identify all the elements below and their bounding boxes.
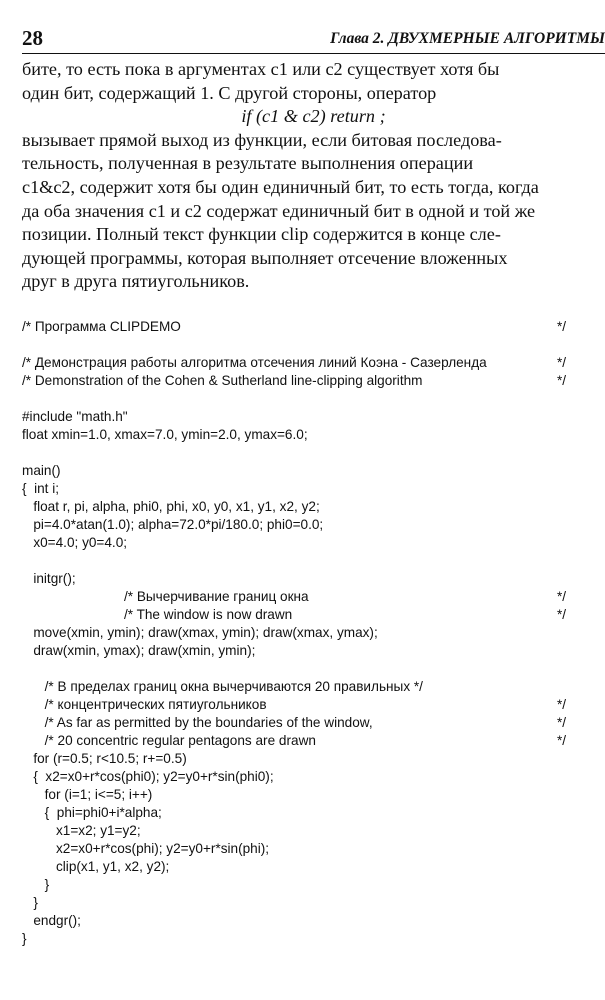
code-line: }	[22, 931, 27, 946]
code-line: draw(xmin, ymax); draw(xmin, ymin);	[22, 643, 256, 658]
code-line: /* 20 concentric regular pentagons are drawn	[22, 733, 316, 748]
text-line: да оба значения c1 и c2 содержат единичный бит в одной и той же	[22, 200, 536, 221]
code-line: clip(x1, y1, x2, y2);	[22, 859, 170, 874]
header-rule	[22, 53, 605, 54]
chapter-title: Глава 2. ДВУХМЕРНЫЕ АЛГОРИТМЫ	[330, 30, 605, 47]
body-text	[22, 58, 605, 294]
comment-close: */	[557, 355, 567, 370]
code-line: move(xmin, ymin); draw(xmax, ymin); draw(xmax, ymax);	[22, 625, 378, 640]
code-line: /* Демонстрация работы алгоритма отсечения линий Коэна - Сазерленда	[22, 355, 487, 370]
page-number: 28	[22, 26, 43, 50]
code-line: for (i=1; i<=5; i++)	[22, 787, 153, 802]
running-header	[22, 26, 605, 56]
code-line: /* The window is now drawn	[22, 607, 293, 622]
code-line: for (r=0.5; r<10.5; r+=0.5)	[22, 751, 187, 766]
code-line: { x2=x0+r*cos(phi0); y2=y0+r*sin(phi0);	[22, 769, 274, 784]
comment-close: */	[557, 715, 567, 730]
code-line: x1=x2; y1=y2;	[22, 823, 141, 838]
code-line: x0=4.0; y0=4.0;	[22, 535, 128, 550]
code-line: /* концентрических пятиугольников	[22, 697, 267, 712]
code-line: x2=x0+r*cos(phi); y2=y0+r*sin(phi);	[22, 841, 270, 856]
comment-close: */	[557, 319, 567, 334]
code-line: endgr();	[22, 913, 81, 928]
code-line: float xmin=1.0, xmax=7.0, ymin=2.0, ymax=6.0;	[22, 427, 308, 442]
code-line: { phi=phi0+i*alpha;	[22, 805, 162, 820]
code-line: /* В пределах границ окна вычерчиваются 20 правильных */	[22, 679, 423, 694]
code-line: /* Программа CLIPDEMO	[22, 319, 181, 334]
text-line: один бит, содержащий 1. С другой стороны, оператор	[22, 82, 437, 103]
code-line: }	[22, 877, 50, 892]
code-line: /* Demonstration of the Cohen & Sutherland line-clipping algorithm	[22, 373, 423, 388]
text-line: дующей программы, которая выполняет отсечение вложенных	[22, 247, 508, 268]
comment-close: */	[557, 373, 567, 388]
comment-close: */	[557, 697, 567, 712]
code-line: }	[22, 895, 38, 910]
code-inline-statement: if (c1 & c2) return ;	[241, 106, 386, 127]
text-line: бите, то есть пока в аргументах c1 или c2 существует хотя бы	[22, 59, 500, 79]
code-line: { int i;	[22, 481, 60, 496]
text-line: тельность, полученная в результате выполнения операции	[22, 153, 474, 174]
code-line: initgr();	[22, 571, 76, 586]
code-line: #include "math.h"	[22, 409, 128, 424]
code-line: float r, pi, alpha, phi0, phi, x0, y0, x1, y1, x2, y2;	[22, 499, 320, 514]
text-line: друг в друга пятиугольников.	[22, 271, 250, 292]
comment-close: */	[557, 607, 567, 622]
code-line: pi=4.0*atan(1.0); alpha=72.0*pi/180.0; phi0=0.0;	[22, 517, 324, 532]
code-line: /* As far as permitted by the boundaries of the window,	[22, 715, 373, 730]
text-line: c1&c2, содержит хотя бы один единичный бит, то есть тогда, когда	[22, 176, 539, 197]
text-line: вызывает прямой выход из функции, если битовая последова-	[22, 129, 502, 150]
code-line: main()	[22, 463, 61, 478]
comment-close: */	[557, 733, 567, 748]
comment-close: */	[557, 589, 567, 604]
code-line: /* Вычерчивание границ окна	[22, 589, 309, 604]
text-line: позиции. Полный текст функции clip содержится в конце сле-	[22, 224, 501, 245]
